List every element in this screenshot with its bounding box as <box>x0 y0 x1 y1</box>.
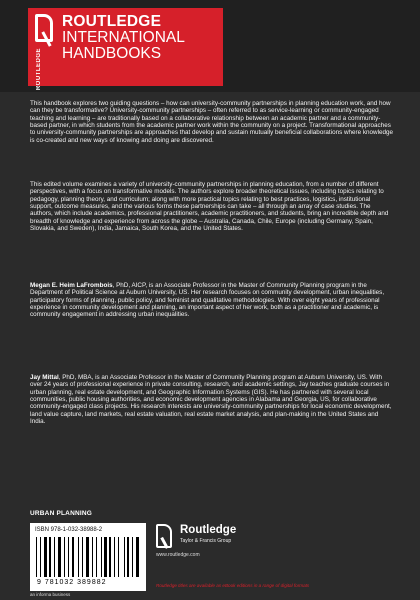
barcode-bar <box>64 537 65 577</box>
barcode-bar <box>56 537 58 577</box>
barcode-bar <box>112 537 113 577</box>
cover-header <box>0 0 420 92</box>
brand-line-3: HANDBOOKS <box>62 45 162 62</box>
author-bio-2 <box>30 374 394 425</box>
routledge-footer-logo-icon <box>156 524 172 548</box>
barcode-bar <box>96 537 97 577</box>
barcode-icon <box>36 537 140 577</box>
barcode-bar <box>44 537 47 577</box>
barcode-bar <box>84 537 85 577</box>
blurb-paragraph-1: This handbook explores two guiding questions – how can university-community partnerships in planning education work, and how can they be transformative? University-community partnerships – often referred to as service-learning or community-engaged teaching and learning – are traditionally based on a collaborative relationship between an academic partner and a community-based partner, in which students from the academic partner work within the community on a project. Transformational approaches to university-community partnerships are approaches that develop and sustain mutually beneficial collaborations where knowledge is co-created and new ways of knowing and doing are discovered. <box>30 100 393 144</box>
barcode-bar <box>136 537 139 577</box>
barcode-bar <box>116 537 118 577</box>
barcode-bar <box>130 537 131 577</box>
author-bio-2-text: , PhD, MBA, is an Associate Professor in the Master of Community Planning program at Auburn University, US. With over 24 years of professional experience in private consulting, research, and academic settings, Jay teaches graduate courses in urban planning, real estate development, and Geographic Information Systems (GIS). He has partnered with several local communities, public housing authorities, and economic development agencies in Alabama and Georgia, US, for collaborative community-engaged class projects. His research interests are university-community partnerships for local economic development, land value capture, land markets, real estate valuation, real estate market analysis, and plan-making in the United States and India. <box>30 374 392 426</box>
ebook-note: Routledge titles are available as eBook editions in a range of digital formats <box>156 583 310 588</box>
series-brand-block <box>28 8 223 91</box>
author-name-2: Jay Mittal <box>30 374 59 381</box>
barcode-bar <box>86 537 89 577</box>
barcode-bar <box>102 537 103 577</box>
barcode-digits: 9 781032 389882 <box>37 579 107 586</box>
author-name-1: Megan E. Heim LaFrombois <box>30 282 113 289</box>
subject-category: URBAN PLANNING <box>30 510 93 517</box>
barcode-bar <box>68 537 69 577</box>
barcode-bar <box>52 537 53 577</box>
barcode-bar <box>66 537 68 577</box>
barcode-bar <box>49 537 51 577</box>
barcode-bar <box>109 537 111 577</box>
barcode-bar <box>124 537 125 577</box>
barcode-bar <box>48 537 49 577</box>
barcode-bar <box>36 537 37 577</box>
barcode-bar <box>54 537 55 577</box>
author-bio-1-text: , PhD, AICP, is an Associate Professor in the Master of Community Planning program in the Department of Political Science at Auburn University, US. Her research focuses on community development, urban inequalities, participatory forms of planning, public policy, and feminist and qualitative methodologies. With over eight years of professional experience in community development and planning, an important aspect of her work, both as a practitioner and academic, is community engagement in addressing urban inequalities. <box>30 282 385 319</box>
publisher-url: www.routledge.com <box>156 552 200 558</box>
brand-line-2: INTERNATIONAL <box>62 29 185 46</box>
barcode-bar <box>98 537 100 577</box>
barcode-bar <box>70 537 71 577</box>
barcode-bar <box>132 537 133 577</box>
barcode-bar <box>134 537 136 577</box>
barcode-bar <box>72 537 75 577</box>
barcode-bar <box>58 537 61 577</box>
barcode-bar <box>118 537 119 577</box>
informa-tagline: an informa business <box>30 592 71 597</box>
barcode-bar <box>101 537 102 577</box>
brand-line-1: ROUTLEDGE <box>62 13 162 30</box>
barcode-bar <box>62 537 63 577</box>
barcode-bar <box>108 537 109 577</box>
barcode-bar <box>104 537 107 577</box>
barcode-bar <box>92 537 93 577</box>
isbn-number: ISBN 978-1-032-38988-2 <box>35 527 103 533</box>
publisher-group: Taylor & Francis Group <box>180 538 232 544</box>
author-bio-1 <box>30 282 394 319</box>
isbn-barcode-box <box>30 523 146 591</box>
barcode-bar <box>120 537 123 577</box>
barcode-bar <box>40 537 41 577</box>
barcode-bar <box>82 537 84 577</box>
brand-vertical-text: ROUTLEDGE <box>36 48 42 91</box>
barcode-bar <box>75 537 77 577</box>
blurb-paragraph-2: This edited volume examines a variety of university-community partnerships in planning education, from a number of different perspectives, with a focus on transformative models. The authors explore broader theoretical issues, including topics relating to pedagogy, planning theory, and curriculum; along with more practical topics relating to best practices, logistics, institutional support, outcome measures, and the various forms these partnerships can take – all through an array of case studies. The authors, which include academics, professional practitioners, academic practitioners, and students, bring an incredible depth and breadth of knowledge and experience from across the globe – Australia, Canada, Chile, Europe (including Germany, Spain, Slovakia, and Sweden), India, Jamaica, South Korea, and the United States. <box>30 181 389 233</box>
barcode-bar <box>114 537 115 577</box>
barcode-bar <box>78 537 79 577</box>
barcode-bar <box>126 537 127 577</box>
barcode-bar <box>90 537 91 577</box>
barcode-bar <box>38 537 40 577</box>
barcode-bar <box>42 537 43 577</box>
publisher-name: Routledge <box>180 524 237 536</box>
barcode-bar <box>93 537 95 577</box>
barcode-bar <box>127 537 129 577</box>
routledge-logo-icon <box>35 14 53 42</box>
barcode-bar <box>80 537 81 577</box>
